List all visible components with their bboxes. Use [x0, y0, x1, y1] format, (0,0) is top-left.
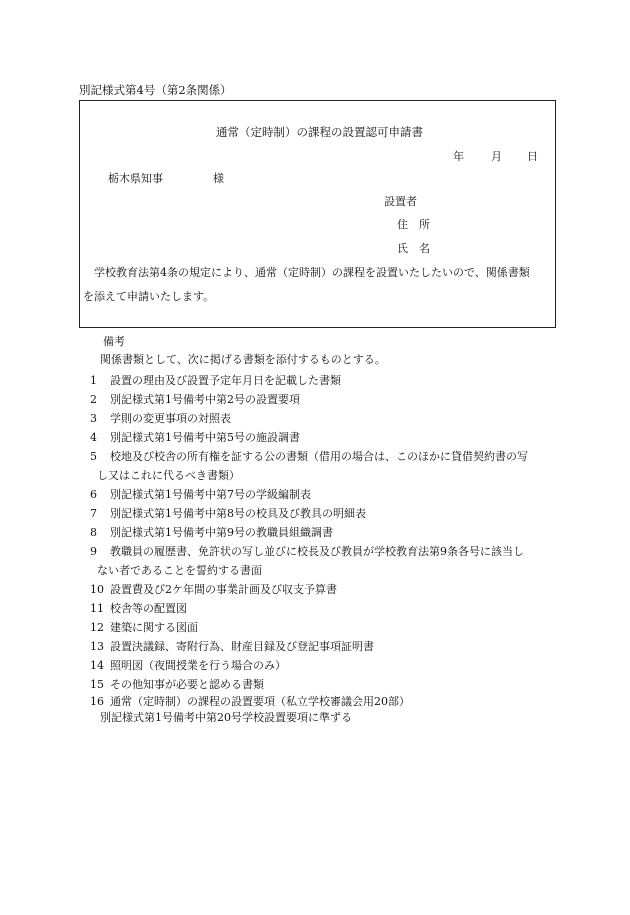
note-text: 通常（定時制）の課程の設置要項（私立学校審議会用20部） — [110, 695, 410, 708]
note-number: 9 — [90, 545, 97, 558]
note-number: 16 — [90, 695, 104, 708]
date-day-label: 日 — [527, 150, 538, 163]
note-number: 5 — [90, 450, 97, 463]
note-item — [90, 429, 300, 445]
note-number: 2 — [90, 393, 97, 406]
note-number: 15 — [90, 678, 104, 691]
addressee-suffix: 様 — [213, 172, 224, 185]
note-number: 11 — [90, 602, 104, 615]
note-number: 4 — [90, 431, 97, 444]
note-number: 10 — [90, 583, 104, 596]
note-number: 14 — [90, 659, 104, 672]
note-item — [90, 600, 187, 616]
note-item — [90, 638, 374, 654]
note-item — [90, 410, 231, 426]
note-tail: 別記様式第1号備考中第20号学校設置要項に準ずる — [100, 711, 352, 724]
note-text: その他知事が必要と認める書類 — [110, 678, 264, 691]
note-number: 3 — [90, 412, 97, 425]
form-number-label: 別記様式第4号（第2条関係） — [79, 83, 232, 97]
note-text: 別記様式第1号備考中第7号の学級編制表 — [110, 488, 311, 501]
note-text: 校地及び校舎の所有権を証する公の書類（借用の場合は、このほかに貸借契約書の写 — [110, 450, 528, 463]
note-item — [90, 391, 300, 407]
form-title: 通常（定時制）の課程の設置認可申請書 — [216, 125, 423, 139]
note-item — [90, 505, 366, 521]
notes-heading: 備考 — [103, 335, 125, 348]
note-item — [90, 693, 410, 709]
note-text: 別記様式第1号備考中第5号の施設調書 — [110, 431, 300, 444]
note-number: 12 — [90, 621, 104, 634]
body-text-line-2: を添えて申請いたします。 — [83, 290, 215, 303]
note-continuation: し又はこれに代るべき書類） — [97, 469, 240, 482]
body-text-line-1: 学校教育法第4条の規定により、通常（定時制）の課程を設置いたしたいので、関係書類 — [94, 266, 530, 279]
note-item — [90, 372, 341, 388]
note-text: 設置の理由及び設置予定年月日を記載した書類 — [110, 374, 341, 387]
note-number: 1 — [90, 374, 97, 387]
addressee: 栃木県知事 — [108, 172, 163, 185]
date-month-label: 月 — [491, 150, 502, 163]
note-text: 学則の変更事項の対照表 — [110, 412, 231, 425]
note-item — [90, 676, 264, 692]
note-continuation: ない者であることを誓約する書面 — [97, 564, 262, 577]
note-item — [90, 448, 528, 464]
note-item — [90, 581, 337, 597]
note-text: 別記様式第1号備考中第2号の設置要項 — [110, 393, 300, 406]
founder-label: 設置者 — [384, 195, 417, 208]
note-item — [90, 657, 286, 673]
note-text: 校舎等の配置図 — [110, 602, 187, 615]
note-item — [90, 524, 333, 540]
notes-intro: 関係書類として、次に掲げる書類を添付するものとする。 — [100, 353, 386, 366]
note-number: 7 — [90, 507, 97, 520]
note-item — [90, 486, 311, 502]
note-number: 8 — [90, 526, 97, 539]
note-text: 照明図（夜間授業を行う場合のみ） — [110, 659, 286, 672]
note-text: 建築に関する図面 — [110, 621, 198, 634]
note-text: 教職員の履歴書、免許状の写し並びに校長及び教員が学校教育法第9条各号に該当し — [110, 545, 524, 558]
note-item — [90, 619, 198, 635]
address-label: 住 所 — [397, 218, 430, 231]
name-label: 氏 名 — [397, 242, 430, 255]
note-number: 13 — [90, 640, 104, 653]
note-text: 別記様式第1号備考中第9号の教職員組織調書 — [110, 526, 333, 539]
note-text: 設置決議録、寄附行為、財産目録及び登記事項証明書 — [110, 640, 374, 653]
note-text: 設置費及び2ケ年間の事業計画及び収支予算書 — [110, 583, 337, 596]
note-number: 6 — [90, 488, 97, 501]
note-text: 別記様式第1号備考中第8号の校具及び教具の明細表 — [110, 507, 366, 520]
date-year-label: 年 — [453, 150, 464, 163]
note-item — [90, 543, 524, 559]
